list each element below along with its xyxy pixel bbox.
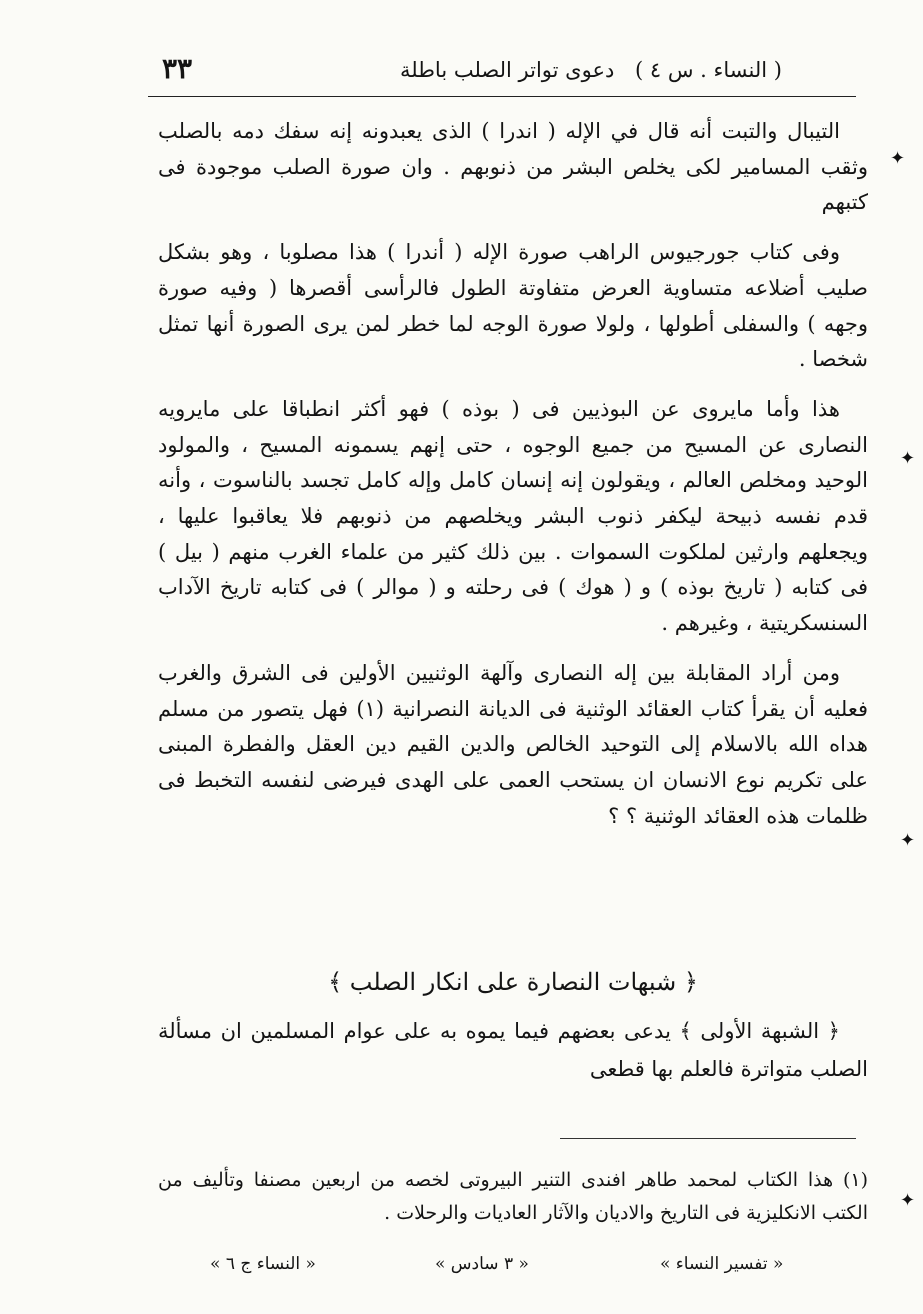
signature-mark-left: « تفسير النساء » [660, 1254, 784, 1274]
main-text [158, 114, 868, 848]
running-header [150, 52, 840, 92]
header-section: ( النساء . س ٤ ) [635, 58, 782, 82]
header-rule [148, 96, 856, 97]
section-heading: ﴿ شبهات النصارة على انكار الصلب ﴾ [328, 968, 698, 996]
first-objection-paragraph: ﴿ الشبهة الأولى ﴾ يدعى بعضهم فيما يموه به على عوام المسلمين ان مسألة الصلب متواترة فالعلم بها قطعى [158, 1019, 868, 1081]
footnote-rule [560, 1138, 856, 1139]
footnote: (١) هذا الكتاب لمحمد طاهر افندى التنير البيروتى لخصه من اربعين مصنفا وتأليف من الكتب الانكليزية فى التاريخ والاديان والآثار العاديات والرحلات . [158, 1169, 868, 1224]
paragraph: ومن أراد المقابلة بين إله النصارى وآلهة الوثنيين الأولين فى الشرق والغرب فعليه أن يقرأ كتاب العقائد الوثنية فى الديانة النصرانية (١) فهل يتصور من مسلم هداه الله بالاسلام إلى التوحيد الخالص والدين القيم دين العقل والفطرة المبنى على تكريم نوع الانسان ان يستحب العمى على الهدى فيرضى لنفسه التخبط فى ظلمات هذه العقائد الوثنية ؟ ؟ [158, 660, 868, 828]
page-number: ٣٣ [162, 52, 193, 85]
paragraph: هذا وأما مايروى عن البوذيين فى ( بوذه ) فهو أكثر انطباقا على مايرويه النصارى عن المسيح من جميع الوجوه ، حتى إنهم يسمونه المسيح ، والمولود الوحيد ومخلص العالم ، ويقولون إنه إنسان كامل وإله كامل تجسد بالناسوت ، وأنه قدم نفسه ذبيحة ليكفر ذنوب البشر ويخلصهم من ذنوبهم فلا يعاقبوا عليها ، ويجعلهم وارثين لملكوت السموات . بين ذلك كثير من علماء الغرب منهم ( بيل ) فى كتابه ( تاريخ بوذه ) و ( هوك ) فى رحلته و ( موالر ) فى كتابه تاريخ الآداب السنسكريتية ، وغيرهم . [158, 396, 868, 636]
side-ornament-icon: ✦ [900, 448, 916, 469]
signature-mark-right: « النساء ج ٦ » [210, 1254, 316, 1274]
side-ornament-icon: ✦ [900, 1190, 916, 1211]
side-ornament-icon: ✦ [890, 148, 906, 169]
paragraph: التيبال والتبت أنه قال في الإله ( اندرا ) الذى يعبدونه إنه سفك دمه بالصلب وثقب المسامير لكى يخلص البشر من ذنوبهم . وان صورة الصلب موجودة فى كتبهم [158, 119, 868, 215]
header-title: دعوى تواتر الصلب باطلة [400, 58, 615, 82]
paragraph: وفى كتاب جورجيوس الراهب صورة الإله ( أندرا ) هذا مصلوبا ، وهو بشكل صليب أضلاعه متساوية العرض متفاوتة الطول فالرأسى أقصرها ( وفيه صورة وجهه ) والسفلى أطولها ، ولولا صورة الوجه لما خطر لمن يرى الصورة أنها تمثل شخصا . [158, 240, 868, 372]
signature-mark-middle: « ٣ سادس » [435, 1254, 529, 1274]
side-ornament-icon: ✦ [900, 830, 916, 851]
